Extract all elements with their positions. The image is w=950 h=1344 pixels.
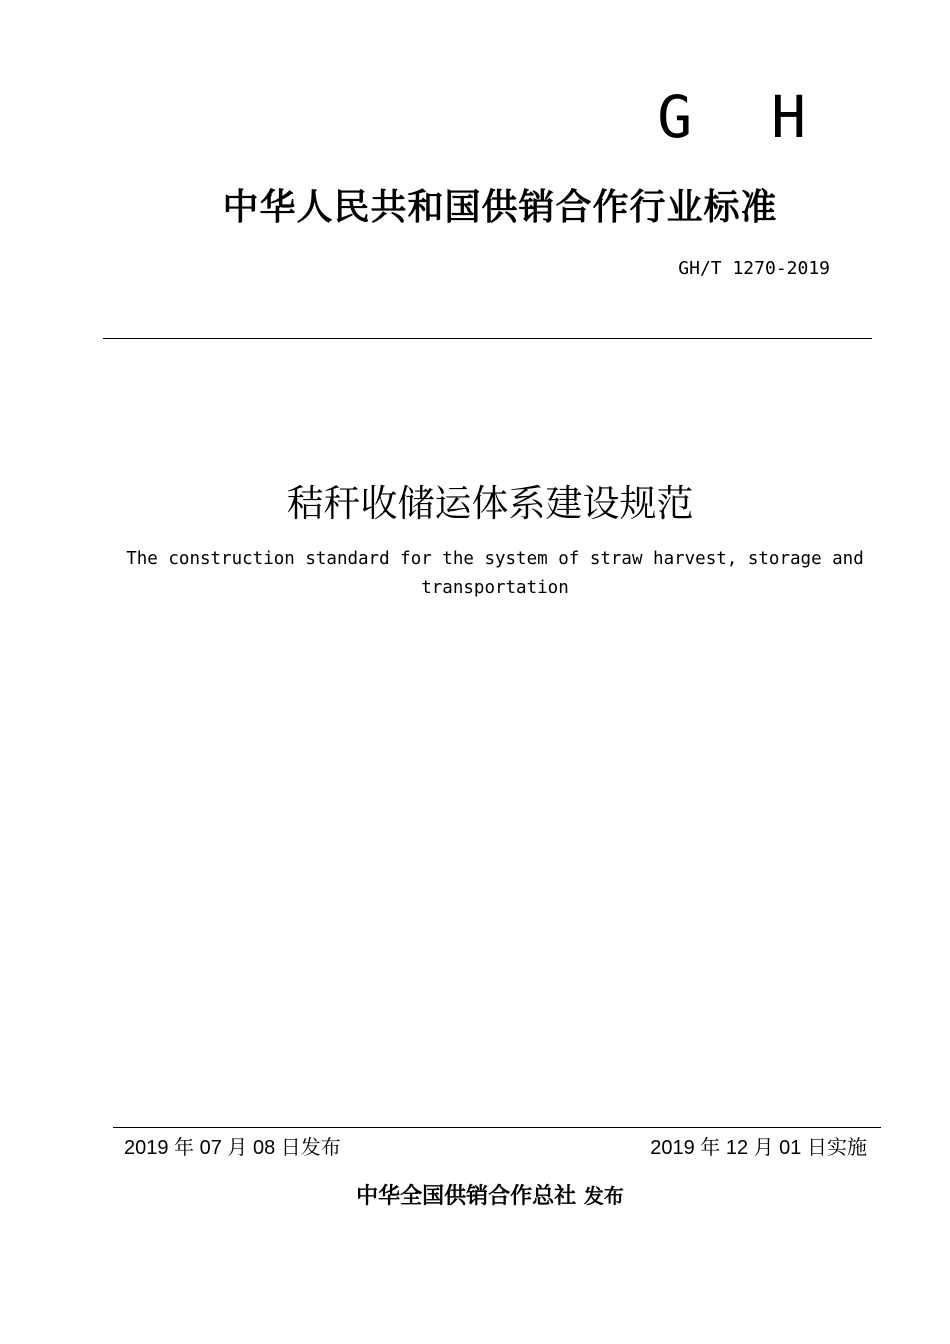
document-title-english xyxy=(115,545,875,603)
english-title-line-1: The construction standard for the system of straw harvest, storage and xyxy=(126,549,864,569)
effective-date: 2019 年 12 月 01 日实施 xyxy=(650,1137,867,1159)
bottom-divider xyxy=(113,1127,881,1128)
publisher-line xyxy=(0,1184,950,1210)
standard-mark: G H xyxy=(657,83,828,151)
document-title-chinese: 秸秆收储运体系建设规范 xyxy=(286,482,694,525)
publisher-suffix: 发布 xyxy=(583,1184,624,1208)
issue-date: 2019 年 07 月 08 日发布 xyxy=(124,1137,341,1159)
standard-category-title: 中华人民共和国供销合作行业标准 xyxy=(222,187,778,228)
standard-number: GH/T 1270-2019 xyxy=(678,258,830,279)
english-title-line-2: transportation xyxy=(421,578,569,598)
top-divider xyxy=(103,338,872,339)
publisher-name: 中华全国供销合作总社 xyxy=(356,1184,577,1209)
